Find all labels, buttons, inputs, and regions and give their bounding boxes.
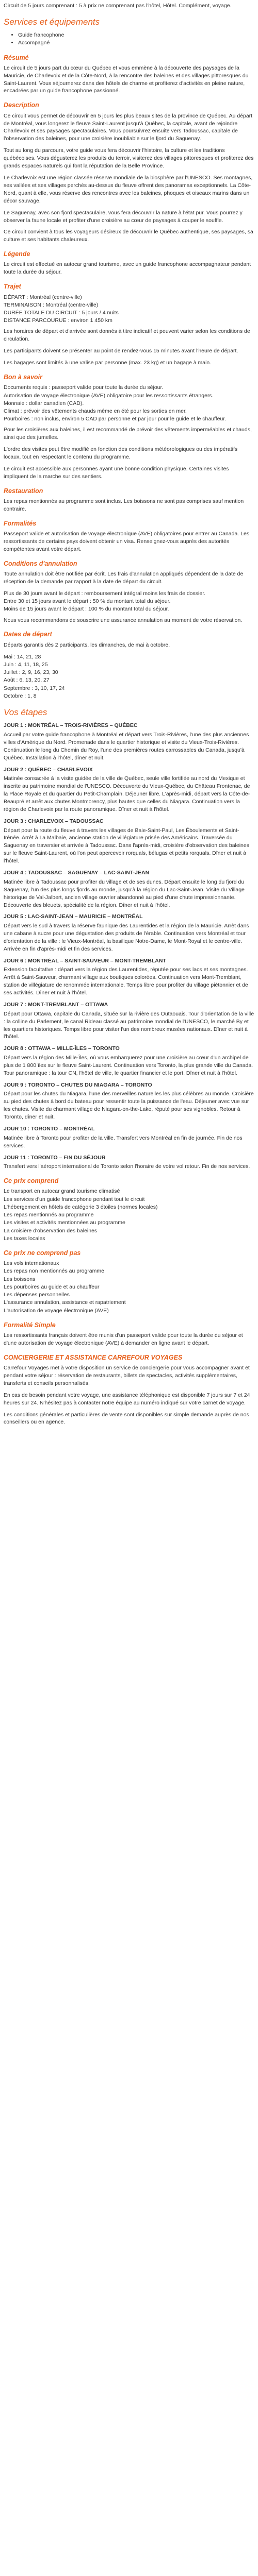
description-paragraph: Tout au long du parcours, votre guide vous fera découvrir l'histoire, la culture et les traditions québécoises. Vous dégusterez les produits du terroir, visiterez des villages pittoresques et profiterez des grands espaces naturels qui font la réputation de la Belle Province. [4,147,254,170]
day-block [4,1045,254,1077]
day-block [4,766,254,814]
conditions-paragraph: Moins de 15 jours avant le départ : 100 % du montant total du séjour. [4,606,169,613]
conditions-paragraph: Toute annulation doit être notifiée par écrit. Les frais d'annulation appliqués dépendent de la date de réception de la demande par rapport à la date de départ du circuit. [4,571,244,585]
trajet-item: DURÉE TOTALE DU CIRCUIT : 5 jours / 4 nuits [4,309,119,316]
day-title: JOUR 10 : TORONTO – MONTRÉAL [4,1126,95,1132]
legende-text: Le circuit est effectué en autocar grand tourisme, avec un guide francophone accompagnateur pendant toute la durée du séjour. [4,261,251,276]
conditions-paragraph: Nous vous recommandons de souscrire une assurance annulation au moment de votre réservation. [4,617,243,623]
services-item: • Accompagné [18,39,254,47]
resume-text: Le circuit de 5 jours part du cœur du Québec et vous emmène à la découverte des paysages de la Mauricie, de Charlevoix et de la Côte-Nord, à la rencontre des baleines et des villages pittoresques du Saint-Laurent. Vous séjournerez dans des hôtels de charme et profiterez d'activités en pleine nature, encadrées par un guide francophone passionné. [4,64,249,94]
restauration-text: Les repas mentionnés au programme sont inclus. Les boissons ne sont pas comprises sauf mention contraire. [4,498,244,512]
conciergerie-paragraph: Les conditions générales et particulières de vente sont disponibles sur simple demande auprès de nos conseillers ou en agence. [4,1411,249,1426]
description-paragraph: Ce circuit vous permet de découvrir en 5 jours les plus beaux sites de la province de Québec. Au départ de Montréal, vous longerez le fleuve Saint-Laurent jusqu'à Québec, la capitale, avant de rejoindre Charlevoix et ses paysages spectaculaires. Vous poursuivrez ensuite vers Tadoussac, capitale de l'observation des baleines, pour une croisière inoubliable sur le fjord du Saguenay. [4,112,253,142]
prix-comprend-item: Les visites et activités mentionnées au programme [4,1219,125,1226]
conditions-heading: Conditions d'annulation [4,560,77,567]
intro-text: Circuit de 5 jours comprenant : 5 à prix ne comprenant pas l'hôtel, Hôtel. Complément, voyage. [4,3,232,9]
bon-a-savoir-item: Monnaie : dollar canadien (CAD). [4,400,84,406]
dates-item: Août : 6, 13, 20, 27 [4,677,50,684]
prix-comprend-item: Les repas mentionnés au programme [4,1212,94,1218]
day-text: Matinée libre à Toronto pour profiter de la ville. Transfert vers Montréal en fin de journée. Fin de nos services. [4,1134,243,1149]
description-paragraph: Le Charlevoix est une région classée réserve mondiale de la biosphère par l'UNESCO. Ses montagnes, ses vallées et ses villages perchés au-dessus du fleuve offrent des panoramas exceptionnels. La Côte-Nord, quant à elle, vous réserve des rencontres avec les baleines, phoques et oiseaux marins dans un décor sauvage. [4,174,253,204]
prix-ne-comprend-item: Les boissons [4,1276,36,1282]
bon-a-savoir-item: Documents requis : passeport valide pour toute la durée du séjour. [4,384,164,391]
day-text: Départ vers la région des Mille-Îles, où vous embarquerez pour une croisière au cœur d'un archipel de plus de 1 800 îles sur le fleuve Saint-Laurent. Continuation vers Toronto, la plus grande ville du Canada. Tour panoramique : la tour CN, l'hôtel de ville, le quartier financier et le port. Dîner et nuit à l'hôtel. [4,1055,253,1076]
bon-a-savoir-item: Pourboires : non inclus, environ 5 CAD par personne et par jour pour le guide et le chauffeur. [4,416,227,422]
formalite-simple-heading: Formalité Simple [4,1321,56,1329]
legende-heading: Légende [4,250,30,258]
day-title: JOUR 5 : LAC-SAINT-JEAN – MAURICIE – MONTRÉAL [4,913,143,920]
prix-comprend-heading: Ce prix comprend [4,1177,59,1185]
day-block [4,1001,254,1041]
dates-item: Mai : 14, 21, 28 [4,653,41,660]
day-title: JOUR 6 : MONTRÉAL – SAINT-SAUVEUR – MONT-TREMBLANT [4,957,166,964]
day-title: JOUR 7 : MONT-TREMBLANT – OTTAWA [4,1002,108,1008]
formalites-heading: Formalités [4,519,37,527]
bon-a-savoir-item: Autorisation de voyage électronique (AVE) obligatoire pour les ressortissants étrangers. [4,392,214,399]
conciergerie-paragraph: En cas de besoin pendant votre voyage, une assistance téléphonique est disponible 7 jours sur 7 et 24 heures sur 24. N'hésitez pas à contacter notre équipe au numéro indiqué sur votre carnet de voyage. [4,1392,250,1406]
resume-heading: Résumé [4,54,29,61]
day-block [4,1125,254,1150]
trajet-heading: Trajet [4,283,21,291]
bon-a-savoir-note: L'ordre des visites peut être modifié en fonction des conditions météorologiques ou des impératifs locaux, tout en respectant le contenu du programme. [4,446,238,461]
prix-comprend-item: Les taxes locales [4,1235,45,1242]
day-title: JOUR 8 : OTTAWA – MILLE-ÎLES – TORONTO [4,1045,120,1052]
services-list [4,31,254,47]
dates-item: Septembre : 3, 10, 17, 24 [4,685,65,691]
day-block [4,913,254,953]
vos-etapes-heading: Vos étapes [4,707,47,717]
bon-a-savoir-note: Pour les croisières aux baleines, il est recommandé de prévoir des vêtements imperméables et chauds, ainsi que des jumelles. [4,427,252,441]
description-heading: Description [4,101,39,109]
prix-ne-comprend-item: Les pourboires au guide et au chauffeur [4,1283,100,1290]
prix-comprend-item: L'hébergement en hôtels de catégorie 3 étoiles (normes locales) [4,1204,158,1210]
day-block [4,818,254,865]
trajet-item: DÉPART : Montréal (centre-ville) [4,294,82,300]
day-title: JOUR 4 : TADOUSSAC – SAGUENAY – LAC-SAINT-JEAN [4,870,150,876]
day-text: Départ pour les chutes du Niagara, l'une des merveilles naturelles les plus célèbres au monde. Croisière au pied des chutes à bord du bateau pour ressentir toute la puissance de l'eau. Déjeuner avec vue sur les chutes. Visite du charmant village de Niagara-on-the-Lake, réputé pour ses vignobles. Retour à Toronto, dîner et nuit. [4,1091,254,1121]
prix-comprend-item: La croisière d'observation des baleines [4,1227,98,1234]
conditions-paragraph: Plus de 30 jours avant le départ : remboursement intégral moins les frais de dossier. [4,590,206,597]
day-text: Accueil par votre guide francophone à Montréal et départ vers Trois-Rivières, l'une des plus anciennes villes d'Amérique du Nord. Promenade dans le quartier historique et visite du Vieux-Trois-Rivières. Continuation le long du Chemin du Roy, l'une des premières routes carrossables du Canada, jusqu'à Québec. Installation à l'hôtel, dîner et nuit. [4,732,249,761]
day-block [4,722,254,761]
conciergerie-heading: CONCIERGERIE ET ASSISTANCE CARREFOUR VOYAGES [4,1353,183,1361]
description-paragraph: Ce circuit convient à tous les voyageurs désireux de découvrir le Québec authentique, ses paysages, sa culture et ses habitants chaleureux. [4,229,253,243]
trajet-note: Les horaires de départ et d'arrivée sont donnés à titre indicatif et peuvent varier selon les conditions de circulation. [4,328,250,343]
day-block [4,869,254,909]
dates-item: Octobre : 1, 8 [4,692,37,699]
prix-ne-comprend-item: Les vols internationaux [4,1260,59,1267]
formalite-simple-text: Les ressortissants français doivent être munis d'un passeport valide pour toute la durée du séjour et d'une autorisation de voyage électronique (AVE) à demander en ligne avant le départ. [4,1332,243,1346]
day-text: Transfert vers l'aéroport international de Toronto selon l'horaire de votre vol retour. Fin de nos services. [4,1163,250,1170]
dates-item: Juin : 4, 11, 18, 25 [4,661,48,668]
prix-comprend-item: Le transport en autocar grand tourisme climatisé [4,1188,120,1195]
services-item: • Guide francophone [18,31,254,39]
day-text: Matinée consacrée à la visite guidée de la ville de Québec, seule ville fortifiée au nord du Mexique et inscrite au patrimoine mondial de l'UNESCO. Découverte du Vieux-Québec, du Château Frontenac, de la Place Royale et du quartier du Petit-Champlain. Déjeuner libre. L'après-midi, départ vers la Côte-de-Beaupré et arrêt aux chutes Montmorency, plus hautes que celles du Niagara. Continuation vers la région de Charlevoix par la route panoramique. Dîner et nuit à l'hôtel. [4,775,250,812]
trajet-note: Les participants doivent se présenter au point de rendez-vous 15 minutes avant l'heure de départ. [4,348,238,354]
prix-comprend-item: Les services d'un guide francophone pendant tout le circuit [4,1196,145,1202]
day-text: Départ vers le sud à travers la réserve faunique des Laurentides et la région de la Mauricie. Arrêt dans une cabane à sucre pour une dégustation des produits de l'érable. Continuation vers Montréal et tour d'orientation de la ville : le Vieux-Montréal, la basilique Notre-Dame, le Mont-Royal et le centre-ville. Arrivée en fin d'après-midi et fin des services. [4,923,249,952]
description-paragraph: Le Saguenay, avec son fjord spectaculaire, vous fera découvrir la nature à l'état pur. Vous pourrez y observer la faune locale et profiter d'une croisière au cœur de paysages à couper le souffle. [4,209,243,224]
day-title: JOUR 9 : TORONTO – CHUTES DU NIAGARA – TORONTO [4,1081,152,1088]
day-block [4,1081,254,1121]
day-text: Départ pour la route du fleuve à travers les villages de Baie-Saint-Paul, Les Éboulements et Saint-Irénée. Arrêt à La Malbaie, ancienne station de villégiature prisée des Américains. Traversée du Saguenay en traversier et arrivée à Tadoussac. Dans l'après-midi, croisière d'observation des baleines sur le fleuve Saint-Laurent, où l'on peut apercevoir rorquals, bélugas et petits rorquals. Dîner et nuit à l'hôtel. [4,827,249,865]
trajet-item: DISTANCE PARCOURUE : environ 1 450 km [4,317,112,324]
services-heading: Services et équipements [4,16,100,27]
restauration-heading: Restauration [4,487,43,495]
bon-a-savoir-note: Le circuit est accessible aux personnes ayant une bonne condition physique. Certaines visites impliquent de la marche sur des sentiers. [4,466,229,480]
dates-text: Départs garantis dès 2 participants, les dimanches, de mai à octobre. [4,641,170,648]
formalites-text: Passeport valide et autorisation de voyage électronique (AVE) obligatoires pour entrer au Canada. Les ressortissants de certains pays doivent obtenir un visa. Renseignez-vous auprès des autorités compétentes avant votre départ. [4,531,250,552]
prix-ne-comprend-item: L'assurance annulation, assistance et rapatriement [4,1299,126,1306]
conciergerie-paragraph: Carrefour Voyages met à votre disposition un service de conciergerie pour vous accompagner avant et pendant votre séjour : réservation de restaurants, billets de spectacles, activités supplémentaires, transferts et conseils personnalisés. [4,1365,250,1386]
prix-ne-comprend-item: Les dépenses personnelles [4,1292,70,1298]
prix-ne-comprend-item: Les repas non mentionnés au programme [4,1268,104,1275]
bon-a-savoir-item: Climat : prévoir des vêtements chauds même en été pour les sorties en mer. [4,408,187,414]
dates-heading: Dates de départ [4,631,52,638]
day-title: JOUR 11 : TORONTO – FIN DU SÉJOUR [4,1154,106,1161]
day-text: Matinée libre à Tadoussac pour profiter du village et de ses dunes. Départ ensuite le long du fjord du Saguenay, l'un des plus longs fjords au monde, jusqu'à la région du Lac-Saint-Jean. Visite du Village historique de Val-Jalbert, ancien village ouvrier abandonné au pied d'une chute impressionnante. Découverte des bleuets, spécialité de la région. Dîner et nuit à l'hôtel. [4,878,245,908]
prix-ne-comprend-item: L'autorisation de voyage électronique (AVE) [4,1307,109,1314]
day-block [4,957,254,997]
day-text: Extension facultative : départ vers la région des Laurentides, réputée pour ses lacs et ses montagnes. Arrêt à Saint-Sauveur, charmant village aux boutiques colorées. Continuation vers Mont-Tremblant, station de villégiature de renommée internationale. Temps libre pour profiter du village piétonnier et de ses activités. Dîner et nuit à l'hôtel. [4,967,248,996]
day-text: Départ pour Ottawa, capitale du Canada, située sur la rivière des Outaouais. Tour d'orientation de la ville : la colline du Parlement, le canal Rideau classé au patrimoine mondial de l'UNESCO, le marché By et les quartiers historiques. Temps libre pour visiter l'un des nombreux musées nationaux. Dîner et nuit à l'hôtel. [4,1010,254,1040]
prix-ne-comprend-heading: Ce prix ne comprend pas [4,1249,81,1257]
day-block [4,1154,254,1171]
bon-a-savoir-heading: Bon à savoir [4,374,43,381]
conditions-paragraph: Entre 30 et 15 jours avant le départ : 50 % du montant total du séjour. [4,598,171,605]
day-title: JOUR 3 : CHARLEVOIX – TADOUSSAC [4,818,104,824]
trajet-item: TERMINAISON : Montréal (centre-ville) [4,301,99,308]
day-title: JOUR 1 : MONTRÉAL – TROIS-RIVIÈRES – QUÉBEC [4,722,138,729]
day-title: JOUR 2 : QUÉBEC – CHARLEVOIX [4,766,93,773]
trajet-note: Les bagages sont limités à une valise par personne (max. 23 kg) et un bagage à main. [4,360,212,366]
dates-item: Juillet : 2, 9, 16, 23, 30 [4,669,58,676]
